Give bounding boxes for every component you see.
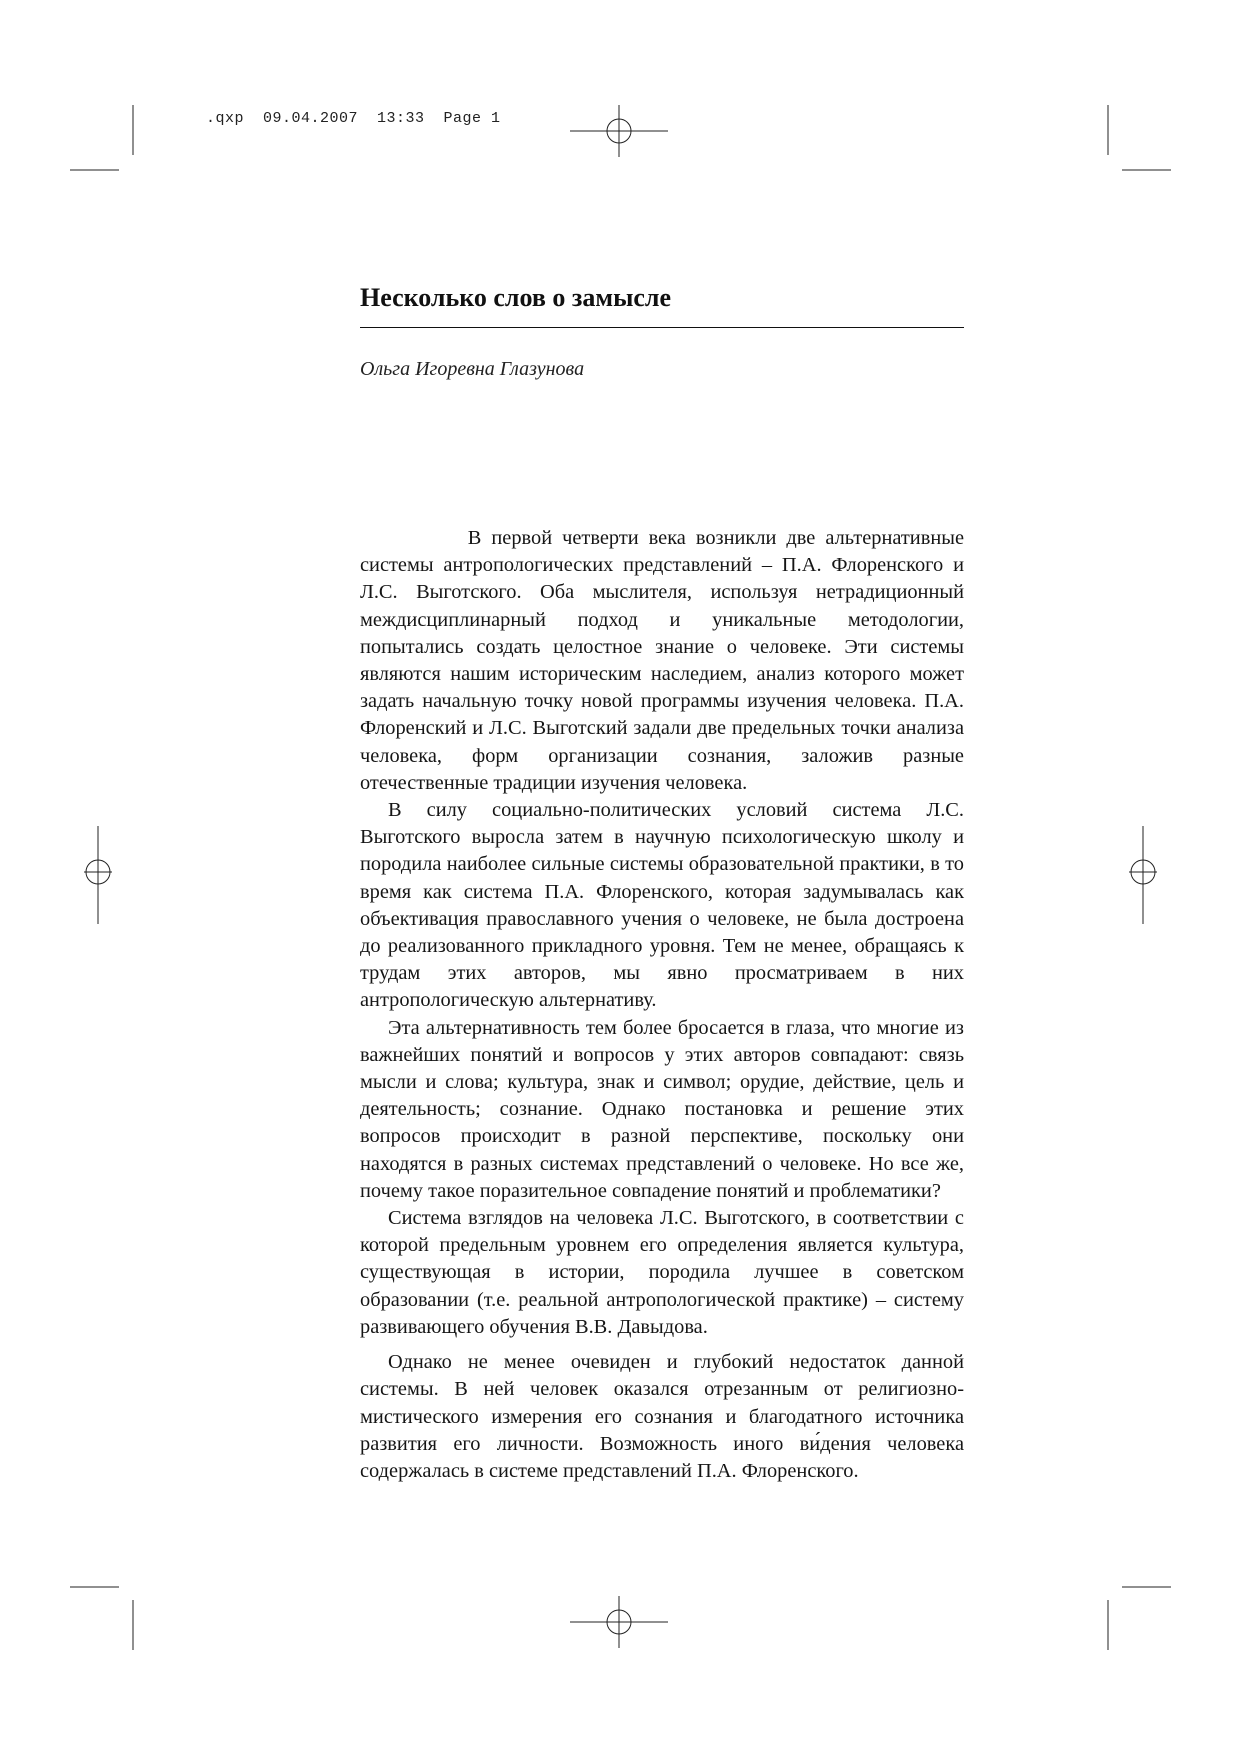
registration-target-left [84,826,112,924]
paragraph-gap [360,1341,964,1349]
body-paragraph [360,525,964,797]
title-rule [360,327,964,328]
article-title: Несколько слов о замысле [360,283,672,312]
body-paragraph: В силу социально-политических условий система Л.С. Выготского выросла затем в научную психологическую школу и породила наиболее сильные системы образовательной практики, в то время как система П.А. Флоренского, которая задумывалась как объективация православного учения о человеке, не была достроена до реализованного прикладного уровня. Тем не менее, обращаясь к трудам этих авторов, мы явно просматриваем в них антропологическую альтернативу. [360,799,964,1012]
printer-slug: .qxp 09.04.2007 13:33 Page 1 [206,110,501,127]
body-paragraph: Эта альтернативность тем более бросается в глаза, что многие из важнейших понятий и вопросов у этих авторов совпадают: связь мысли и слова; культура, знак и символ; орудие, действие, цель и деятельность; сознание. Однако постановка и решение этих вопросов происходит в разной перспективе, поскольку они находятся в разных системах представлений о человеке. Но все же, почему такое поразительное совпадение понятий и проблематики? [360,1016,964,1202]
paragraph-text: В первой четверти века возникли две альтернативные системы антропологических представлений – П.А. Флоренского и Л.С. Выготского. Оба мыслителя, используя нетрадиционный междисциплинарный подход и уникальные методологии, попытались создать целостное знание о человеке. Эти системы являются нашим историческим наследием, анализ которого может задать начальную точку новой программы изучения человека. П.А. Флоренский и Л.С. Выготский задали две предельных точки анализа человека, форм организации сознания, заложив разные отечественные традиции изучения человека. [360,527,964,794]
registration-target-top [570,105,668,157]
body-paragraph: Система взглядов на человека Л.С. Выготского, в соответствии с которой предельным уровнем его определения является культура, существующая в истории, породила лучшее в советском образовании (т.е. реальной антропологической практике) – систему развивающего обучения В.В. Давыдова. [360,1207,964,1338]
article-body [360,525,964,1485]
body-paragraph: Однако не менее очевиден и глубокий недостаток данной системы. В ней человек оказался отрезанным от религиозно-мистического измерения его сознания и благодатного источника развития его личности. Возможность иного ви́дения человека содержалась в системе представлений П.А. Флоренского. [360,1351,964,1482]
article-author: Ольга Игоревна Глазунова [360,358,585,380]
registration-target-right [1129,826,1157,924]
registration-target-bottom [570,1596,668,1648]
